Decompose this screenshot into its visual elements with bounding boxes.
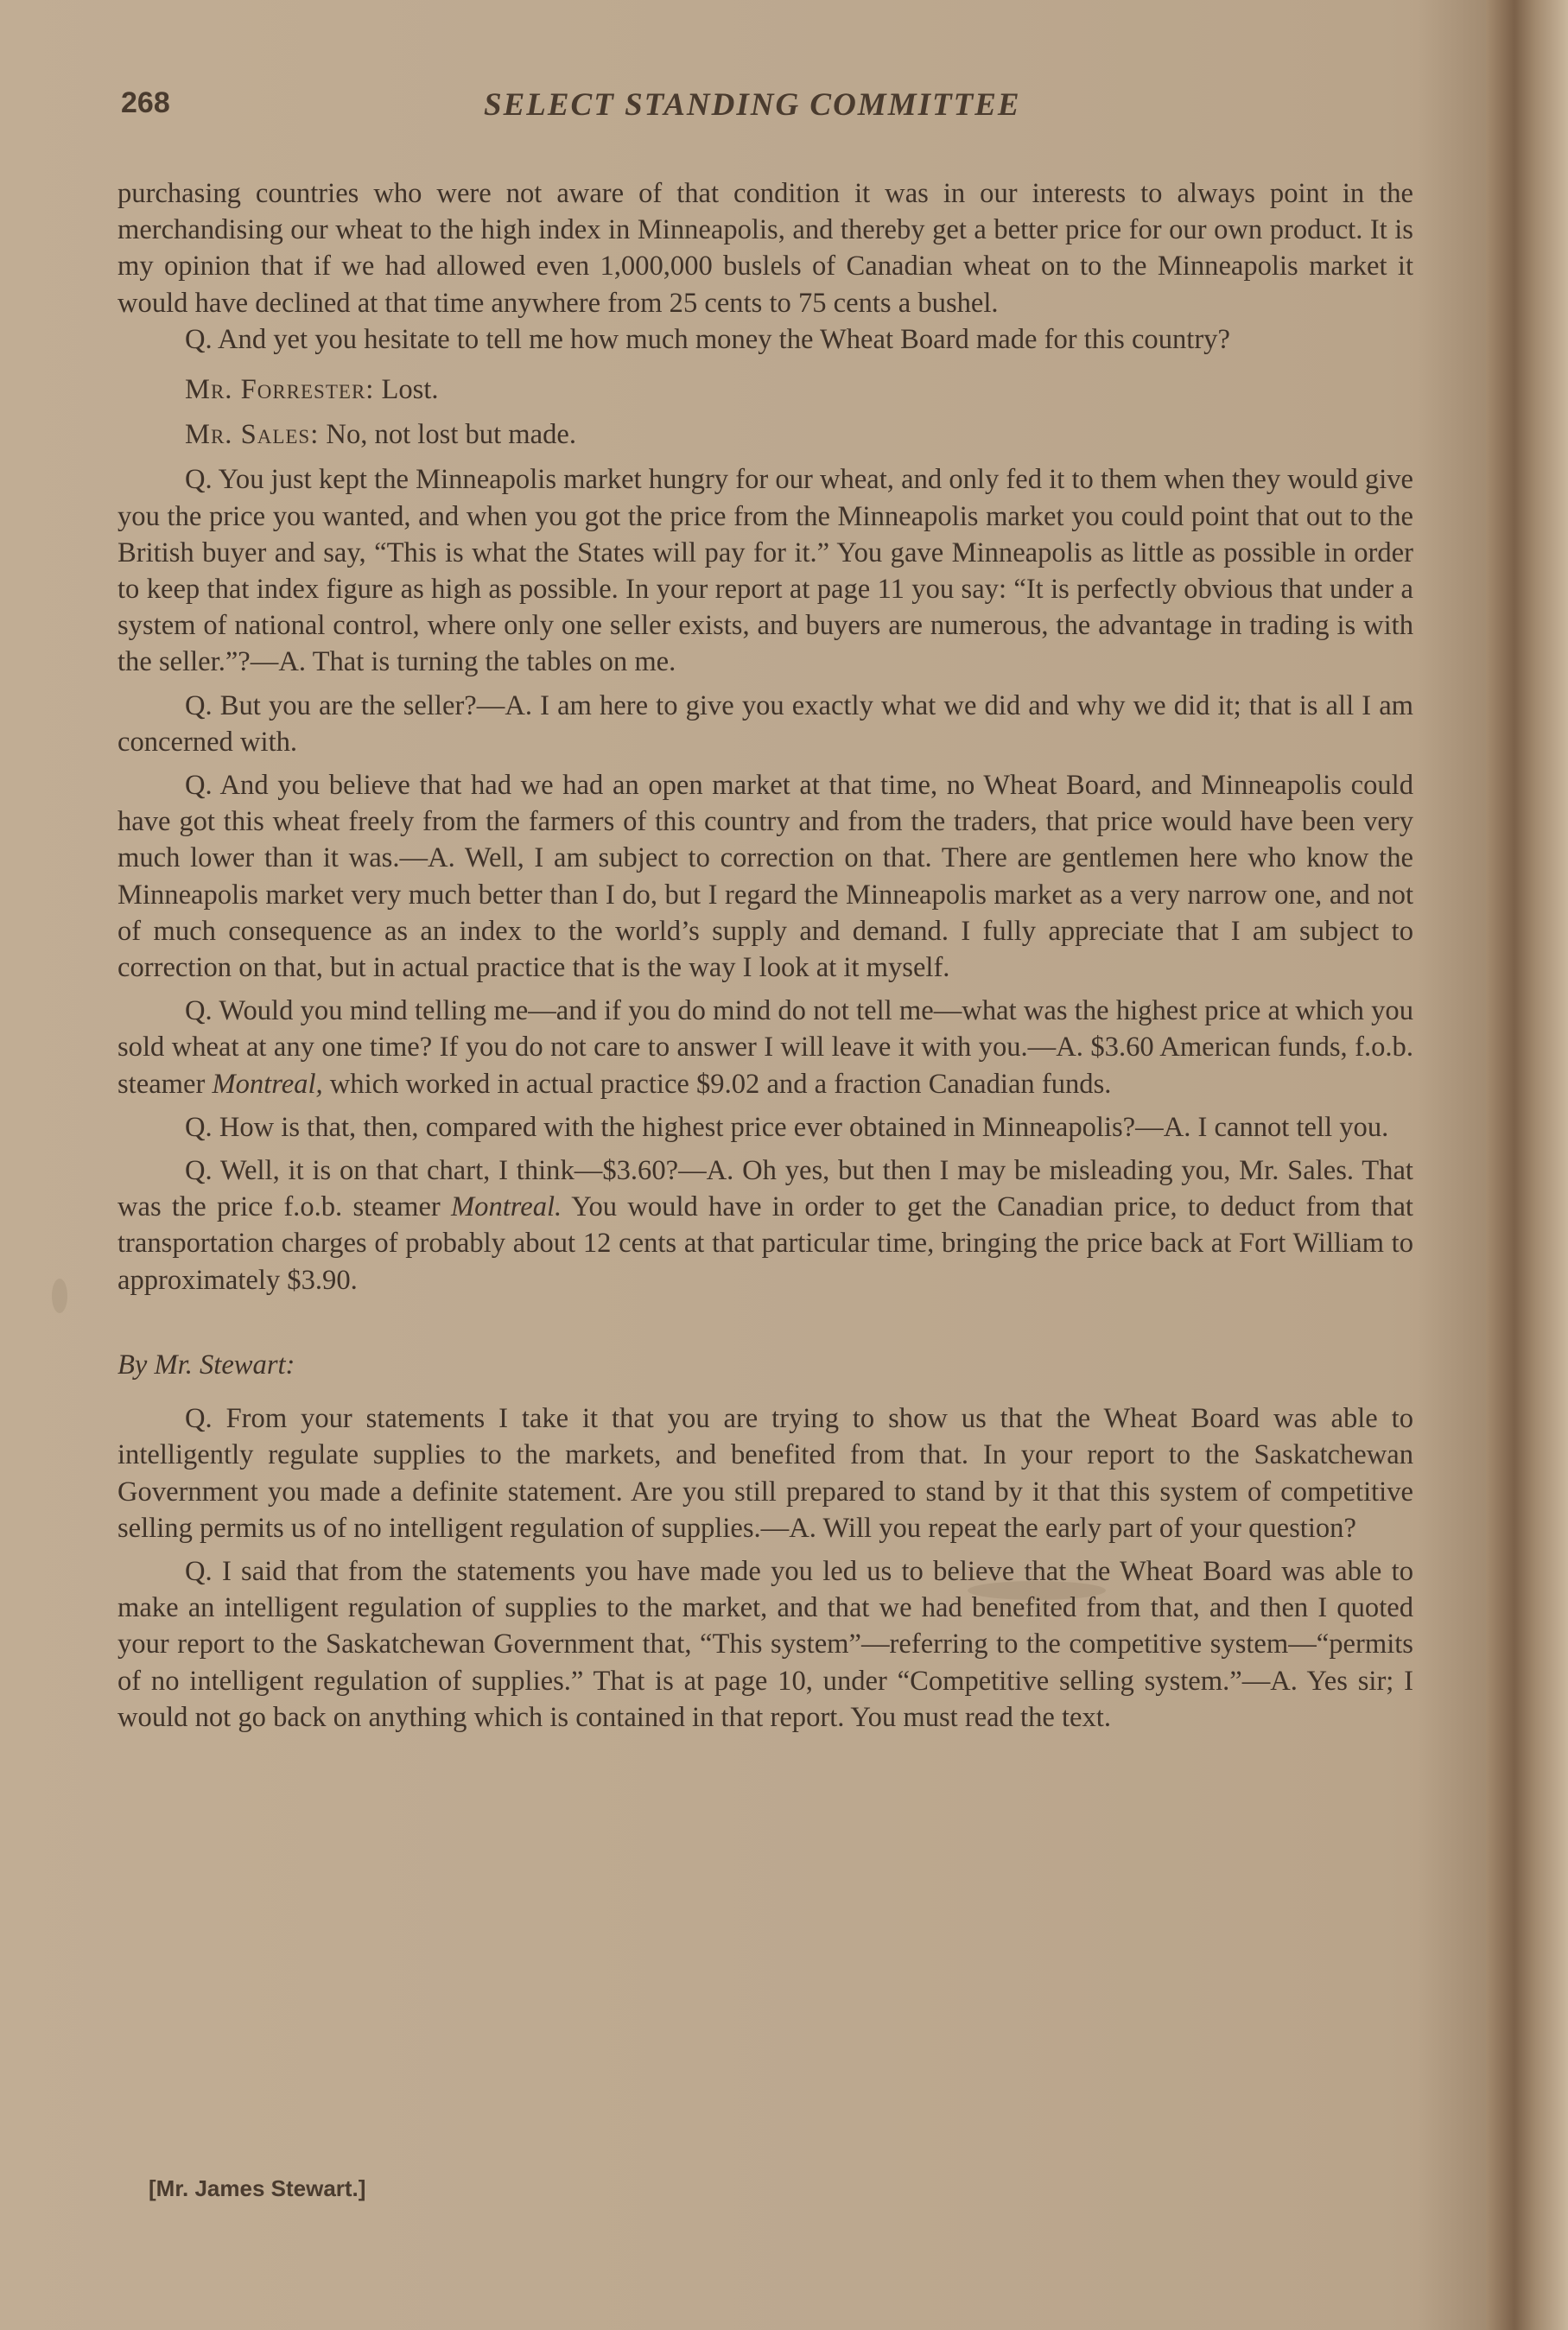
paper-stain (52, 1279, 67, 1313)
speaker-line (117, 416, 1413, 453)
binding-shadow (1417, 0, 1495, 2330)
text-run: which worked in actual practice $9.02 and a fraction Canadian funds. (322, 1068, 1112, 1100)
question-paragraph: Q. But you are the seller?—A. I am here to give you exactly what we did and why we did it; that is all I am concerned with. (117, 689, 1413, 758)
question-paragraph: Q. You just kept the Minneapolis market hungry for our wheat, and only fed it to them when they would give you the price you wanted, and when you got the price from the Minneapolis market you could point that out to the British buyer and say, “This is what the States will pay for it.” You gave Minneapolis as little as possible in order to keep that index figure as high as possible. In your report at page 11 you say: “It is perfectly obvious that under a system of national control, where only one seller exists, and buyers are numerous, the advantage in trading is with the seller.”?—A. That is turning the tables on me. (117, 464, 1413, 678)
question-paragraph: Q. And you believe that had we had an open market at that time, no Wheat Board, and Minneapolis could have got this wheat freely from the farmers of this country and from the traders, that price would have been very much lower than it was.—A. Well, I am subject to correction on that. There are gentlemen here who know the Minneapolis market very much better than I do, but I regard the Minneapolis market as a very narrow one, and not of much consequence as an index to the world’s supply and demand. I fully appreciate that I am subject to correction on that, but in actual practice that is the way I look at it myself. (117, 770, 1413, 984)
speaker-text: No, not lost but made. (319, 419, 576, 451)
question-paragraph: Q. I said that from the statements you have made you led us to believe that the Wheat Board was able to make an intelligent regulation of supplies to the market, and that we had benefited from that, and then I quoted your report to the Saskatchewan Government that, “This system”—referring to the competitive system—“permits of no intelligent regulation of supplies.” That is at page 10, under “Competitive selling system.”—A. Yes sir; I would not go back on anything which is contained in that report. You must read the text. (117, 1555, 1413, 1733)
ship-name: Montreal, (212, 1068, 323, 1100)
footer-note: [Mr. James Stewart.] (149, 2175, 366, 2201)
ship-name: Montreal. (451, 1191, 562, 1223)
text-run: Q. Well, it is on that chart, I think—$3.60?—A. Oh yes, but then I may be misleading you, Mr. Sales. That was the price f.o.b. steamer (117, 1155, 1413, 1223)
text-run: You would have in order to get the Canadian price, to deduct from that transportation charges of probably about 12 cents at that particular time, bringing the price back at Fort William to approximately $3.90. (117, 1191, 1413, 1296)
question-paragraph (117, 1152, 1413, 1298)
book-gutter (1486, 0, 1568, 2330)
question-paragraph: Q. From your statements I take it that you are trying to show us that the Wheat Board was able to intelligently regulate supplies to the markets, and benefited from that. In your report to the Saskatchewan Government you made a definite statement. Are you still prepared to stand by it that this system of competitive selling permits us of no intelligent regulation of supplies.—A. Will you repeat the early part of your question? (117, 1403, 1413, 1544)
running-head: SELECT STANDING COMMITTEE (484, 87, 1021, 123)
section-heading: By Mr. Stewart: (117, 1349, 295, 1381)
question-paragraph: Q. And yet you hesitate to tell me how much money the Wheat Board made for this country? (185, 323, 1230, 355)
speaker-name: Mr. Sales: (185, 419, 320, 451)
speaker-text: Lost. (374, 374, 439, 406)
text-run: Q. Would you mind telling me—and if you do mind do not tell me—what was the highest price at which you sold wheat at any one time? If you do not care to answer I will leave it with you.—A. $3.60 American funds, f.o.b. steamer (117, 995, 1413, 1100)
speaker-name: Mr. Forrester: (185, 374, 375, 406)
question-paragraph: Q. How is that, then, compared with the highest price ever obtained in Minneapolis?—A. I cannot tell you. (185, 1111, 1389, 1143)
speaker-line (117, 371, 1413, 408)
page-header (121, 86, 1417, 138)
page-number: 268 (121, 86, 170, 119)
question-paragraph (117, 993, 1413, 1102)
page-body (117, 175, 1413, 1736)
paragraph: purchasing countries who were not aware of that condition it was in our interests to always point in the merchandising our wheat to the high index in Minneapolis, and thereby get a better price for our own product. It is my opinion that if we had allowed even 1,000,000 buslels of Canadian wheat on to the Minneapolis market it would have declined at that time anywhere from 25 cents to 75 cents a bushel. (117, 178, 1413, 319)
